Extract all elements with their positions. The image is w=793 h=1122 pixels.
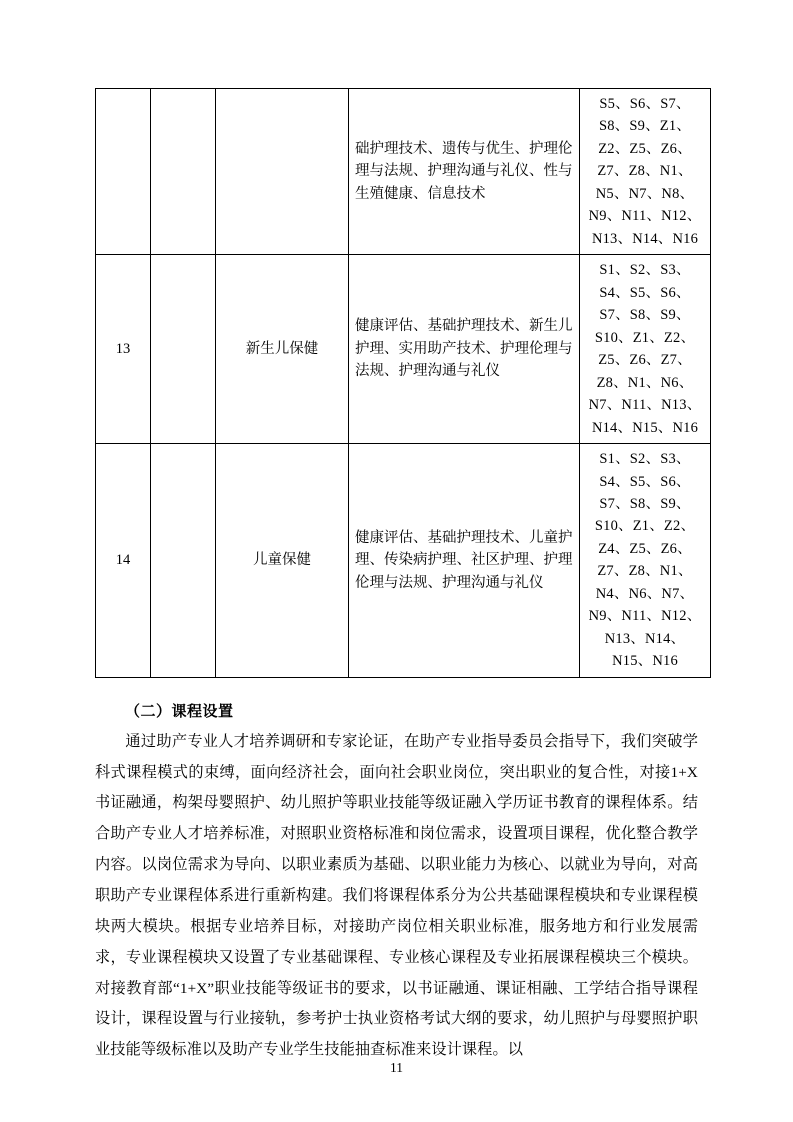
cell-blank <box>151 89 216 255</box>
section-heading: （二）课程设置 <box>125 702 234 720</box>
cell-no: 14 <box>96 444 151 678</box>
cell-blank <box>151 444 216 678</box>
cell-name: 儿童保健 <box>216 444 349 678</box>
section-paragraph: 通过助产专业人才培养调研和专家论证，在助产专业指导委员会指导下，我们突破学科式课程模式的束缚，面向经济社会，面向社会职业岗位，突出职业的复合性，对接1+X 书证融通，构架母婴照护、幼儿照护等职业技能等级证融入学历证书教育的课程体系。结合助产专业人才培养标准，对照职业资格标准和岗位需求，设置项目课程，优化整合教学内容。以岗位需求为导向、以职业素质为基础、以职业能力为核心、以就业为导向，对高职助产专业课程体系进行重新构建。我们将课程体系分为公共基础课程模块和专业课程模块两大模块。根据专业培养目标，对接助产岗位相关职业标准，服务地方和行业发展需求，专业课程模块又设置了专业基础课程、专业核心课程及专业拓展课程模块三个模块。对接教育部“1+X”职业技能等级证书的要求，以书证融通、课证相融、工学结合指导课程设计，课程设置与行业接轨，参考护士执业资格考试大纲的要求，幼儿照护与母婴照护职业技能等级标准以及助产专业学生技能抽查标准来设计课程。以 <box>95 732 698 1059</box>
cell-no: 13 <box>96 255 151 444</box>
cell-name: 新生儿保健 <box>216 255 349 444</box>
table-row <box>96 444 711 678</box>
cell-content: 健康评估、基础护理技术、新生儿护理、实用助产技术、护理伦理与法规、护理沟通与礼仪 <box>349 255 580 444</box>
cell-no <box>96 89 151 255</box>
page-number: 11 <box>390 1060 403 1075</box>
cell-name <box>216 89 349 255</box>
cell-content: 础护理技术、遗传与优生、护理伦理与法规、护理沟通与礼仪、性与生殖健康、信息技术 <box>349 89 580 255</box>
table-row <box>96 255 711 444</box>
cell-codes: S5、S6、S7、S8、S9、Z1、Z2、Z5、Z6、Z7、Z8、N1、N5、N7、N8、N9、N11、N12、N13、N14、N16 <box>580 89 711 255</box>
cell-codes: S1、S2、S3、S4、S5、S6、S7、S8、S9、S10、Z1、Z2、Z4、Z5、Z6、Z7、Z8、N1、N4、N6、N7、N9、N11、N12、N13、N14、N15、N16 <box>580 444 711 678</box>
table-body <box>96 89 711 678</box>
course-table <box>95 88 711 678</box>
table-row <box>96 89 711 255</box>
cell-codes: S1、S2、S3、S4、S5、S6、S7、S8、S9、S10、Z1、Z2、Z5、Z6、Z7、Z8、N1、N6、N7、N11、N13、N14、N15、N16 <box>580 255 711 444</box>
cell-content: 健康评估、基础护理技术、儿童护理、传染病护理、社区护理、护理伦理与法规、护理沟通与礼仪 <box>349 444 580 678</box>
cell-blank <box>151 255 216 444</box>
